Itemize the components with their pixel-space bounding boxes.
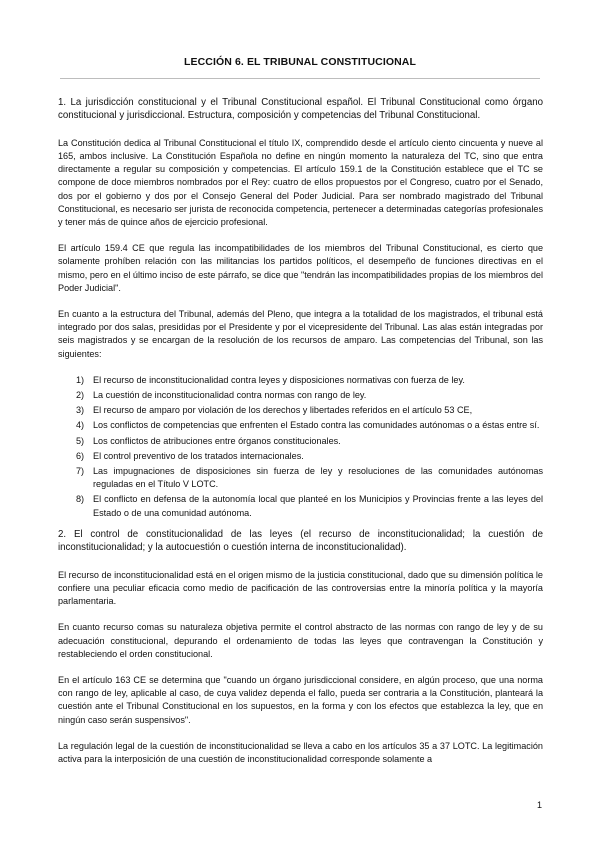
list-item-number: 3) (76, 405, 85, 416)
list-item-text: El conflicto en defensa de la autonomía local que planteé en los Municipios y Provincias frente a las leyes del Estado o de una comunidad autónoma. (93, 494, 543, 518)
paragraph: En cuanto recurso comas su naturaleza objetiva permite el control abstracto de las normas con rango de ley y de su adecuación constitucional, depurando el ordenamiento de todas las leyes que contravengan la Constitución y restableciendo el orden constitucional. (58, 622, 543, 659)
paragraph: La Constitución dedica al Tribunal Constitucional el título IX, comprendido desde el artículo ciento cincuenta y nueve al 165, ambos inclusive. La Constitución Española no define en ningún momento la naturaleza del TC, sino que entra directamente a regular su composición y competencias. El artículo 159.1 de la Constitución establece que el TC se compone de doce miembros nombrados por el Rey: cuatro de ellos propuestos por el Congreso, cuatro por el Senado, dos por el gobierno y dos por el Consejo General del Poder Judicial. Para ser nombrado magistrado del Tribunal Constitucional, es necesario ser jurista de reconocida competencia, pertenecer a determinadas categorías profesionales y tener más de quince años de ejercicio profesional. (58, 137, 543, 228)
list-item (58, 404, 543, 417)
list-item-text: La cuestión de inconstitucionalidad contra normas con rango de ley. (93, 390, 367, 401)
list-item-text: Los conflictos de competencias que enfrenten el Estado contra las comunidades autónomas o a éstas entre sí. (93, 420, 540, 431)
page-number: 1 (536, 800, 542, 810)
list-item-number: 7) (76, 466, 85, 477)
list-item (58, 419, 543, 432)
list-item-number: 4) (76, 420, 85, 431)
list-item (58, 465, 543, 491)
list-item (58, 374, 543, 387)
competencias-list (58, 374, 543, 520)
paragraph: En el artículo 163 CE se determina que "cuando un órgano jurisdiccional considere, en algún proceso, que una norma con rango de ley, aplicable al caso, de cuya validez dependa el fallo, pueda ser contraria a la Constitución, planteará la cuestión ante el Tribunal Constitucional en los supuestos, en la forma y con los efectos que establezca la ley, que en ningún caso serán suspensivos". (58, 674, 543, 725)
title-divider (60, 78, 540, 79)
list-item-text: Los conflictos de atribuciones entre órganos constitucionales. (93, 435, 341, 446)
paragraph: El recurso de inconstitucionalidad está en el origen mismo de la justicia constitucional, dado que su dimensión política le confiere una peculiar eficacia como medio de pacificación de las controversias entre la minoría política y la mayoría parlamentaria. (58, 569, 543, 607)
document-body (58, 96, 543, 779)
section-2-heading: 2. El control de constitucionalidad de las leyes (el recurso de inconstitucionalidad; la cuestión de inconstitucionalidad; y la autocuestión o cuestión interna de inconstitucionalidad). (58, 528, 543, 554)
list-item (58, 450, 543, 463)
list-item-text: Las impugnaciones de disposiciones sin fuerza de ley y resoluciones de las comunidades autónomas reguladas en el Título V LOTC. (93, 466, 543, 490)
paragraph: La regulación legal de la cuestión de inconstitucionalidad se lleva a cabo en los artículos 35 a 37 LOTC. La legitimación activa para la interposición de una cuestión de inconstitucionalidad corresponde solamente a (58, 740, 543, 764)
paragraph: En cuanto a la estructura del Tribunal, además del Pleno, que integra a la totalidad de los magistrados, el tribunal está integrado por dos salas, presididas por el Presidente y por el vicepresidente del Tribunal. Las alas están integradas por seis magistrados y se encargan de la resolución de los recursos de amparo. Las competencias del Tribunal, son las siguientes: (58, 309, 543, 359)
list-item-text: El control preventivo de los tratados internacionales. (93, 450, 304, 461)
paragraph: El artículo 159.4 CE que regula las incompatibilidades de los miembros del Tribunal Constitucional, es cierto que solamente prohíben relación con las militancias los partidos políticos, el desempeño de funciones directivas en el mismo, pero en el último inciso de este párrafo, se dice que "tendrán las incompatibilidades propias de los miembros del Poder Judicial". (58, 243, 543, 293)
page-title: LECCIÓN 6. EL TRIBUNAL CONSTITUCIONAL (184, 56, 416, 68)
section-1-heading: 1. La jurisdicción constitucional y el Tribunal Constitucional español. El Tribunal Constitucional como órgano constitucional y jurisdiccional. Estructura, composición y competencias del Tribunal Constitucional. (58, 97, 543, 122)
list-item-text: El recurso de amparo por violación de los derechos y libertades referidos en el artículo 53 CE, (93, 405, 473, 416)
list-item-number: 1) (76, 374, 85, 385)
list-item-number: 6) (76, 450, 85, 461)
list-item-number: 8) (76, 494, 85, 505)
list-item (58, 435, 543, 448)
list-item-number: 5) (76, 435, 85, 446)
list-item-text: El recurso de inconstitucionalidad contra leyes y disposiciones normativas con fuerza de ley. (93, 374, 465, 385)
list-item (58, 389, 543, 402)
list-item-number: 2) (76, 390, 85, 401)
list-item (58, 493, 543, 519)
